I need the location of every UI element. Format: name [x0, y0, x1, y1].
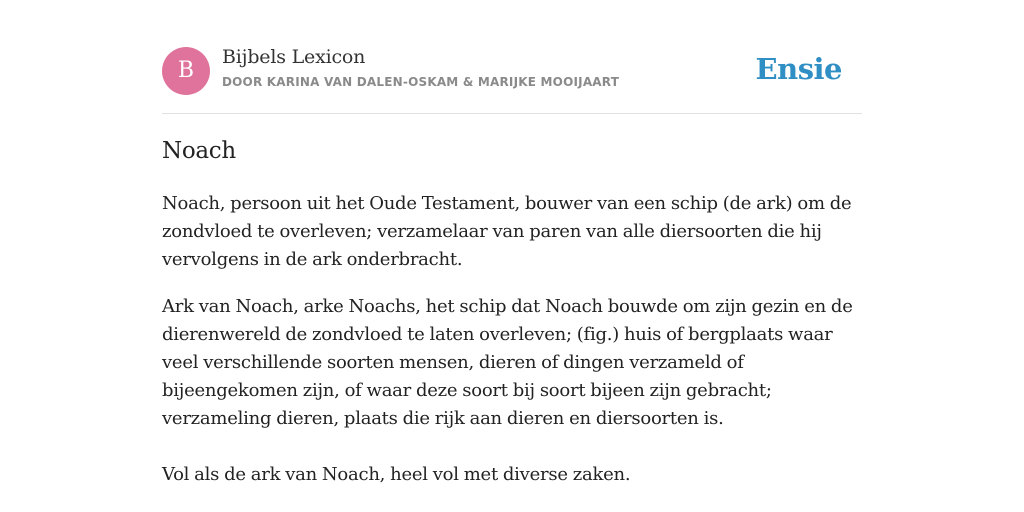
entry-title: Noach — [162, 138, 236, 164]
book-title[interactable]: Bijbels Lexicon — [222, 46, 366, 68]
book-authors: DOOR KARINA VAN DALEN-OSKAM & MARIJKE MOOIJAART — [222, 75, 620, 89]
book-avatar: B — [162, 47, 210, 95]
ensie-logo[interactable]: Ensie — [755, 52, 842, 86]
lexicon-card — [162, 0, 862, 512]
entry-paragraph: Noach, persoon uit het Oude Testament, bouwer van een schip (de ark) om de zondvloed te overleven; verzamelaar van paren van alle diersoorten die hij vervolgens in de ark onderbracht. — [162, 193, 852, 270]
header-divider — [162, 113, 862, 114]
card-header — [162, 46, 862, 96]
entry-paragraph: Vol als de ark van Noach, heel vol met diverse zaken. — [162, 464, 631, 485]
entry-paragraph: Ark van Noach, arke Noachs, het schip dat Noach bouwde om zijn gezin en de dierenwereld de zondvloed te laten overleven; (fig.) huis of bergplaats waar veel verschillende soorten mensen, dieren of dingen verzameld of bijeengekomen zijn, of waar deze soort bij soort bijeen zijn gebracht; verzameling dieren, plaats die rijk aan dieren en diersoorten is. — [162, 296, 853, 429]
